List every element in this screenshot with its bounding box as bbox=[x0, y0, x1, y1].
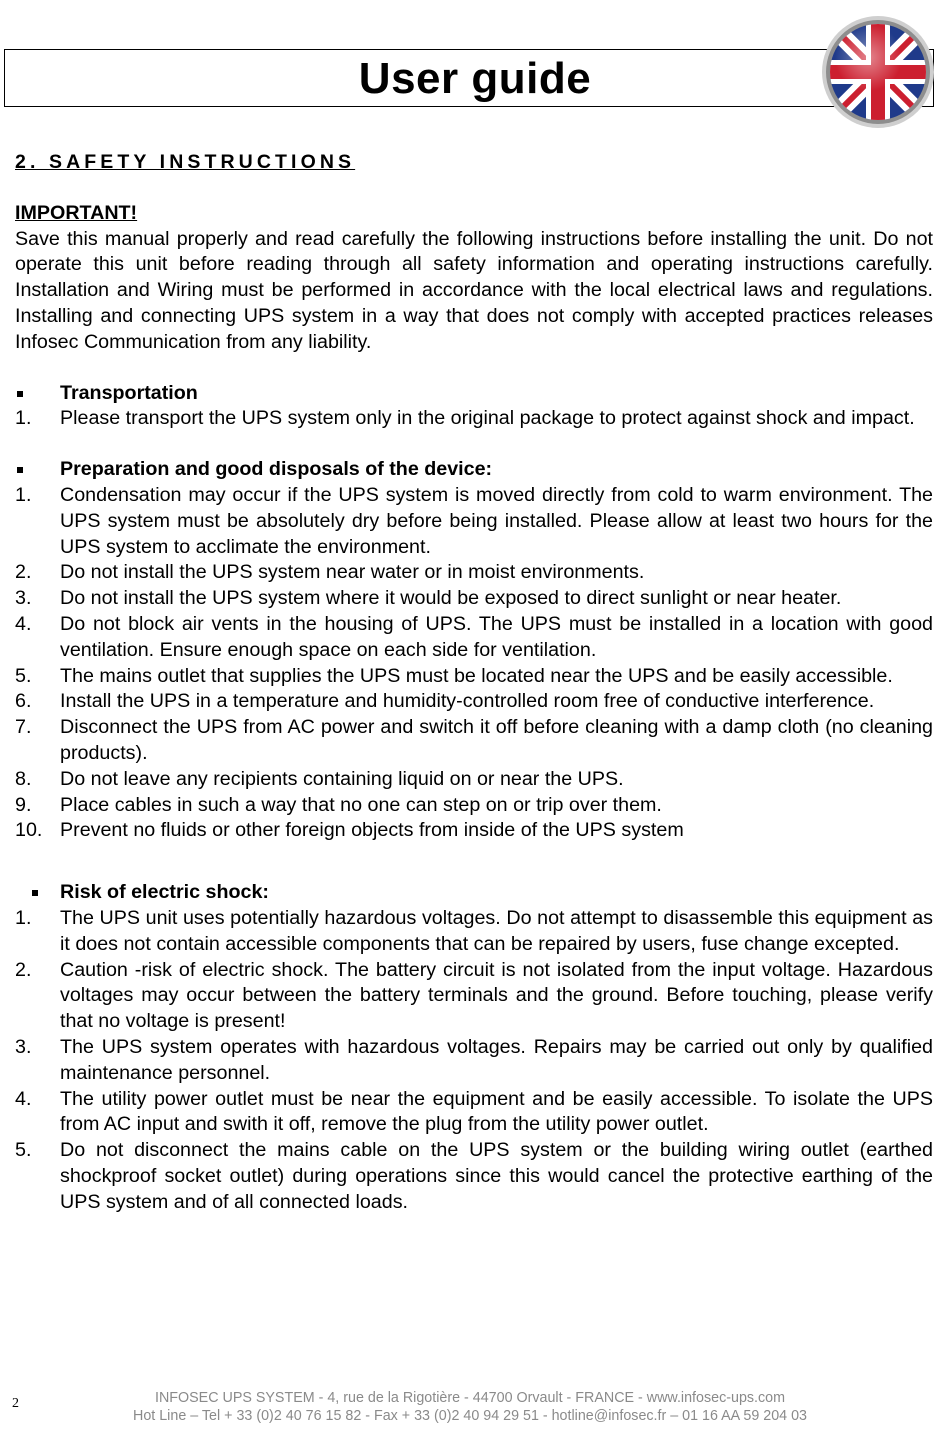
footer-address: INFOSEC UPS SYSTEM - 4, rue de la Rigotière - 44700 Orvault - FRANCE - www.infosec-ups.com bbox=[154, 1390, 786, 1406]
list-item: 7. Disconnect the UPS from AC power and switch it off before cleaning with a damp cloth (no cleaning products). bbox=[15, 716, 933, 764]
list-item: 1. Condensation may occur if the UPS system is moved directly from cold to warm environment. The UPS system must be absolutely dry before being installed. Please allow at least two hours for the UPS system to acclimate the environment. bbox=[15, 483, 933, 558]
intro-paragraph: Save this manual properly and read carefully the following instructions before installing the unit. Do not operate this unit before reading through all safety information and operating instructions carefully. Installation and Wiring must be performed in accordance with the local electrical laws and regulations. Installing and connecting UPS system in a way that does not comply with accepted practices releases Infosec Communication from any liability. bbox=[15, 227, 933, 353]
list-item: 10. Prevent no fluids or other foreign objects from inside of the UPS system bbox=[15, 819, 684, 842]
important-label: IMPORTANT! bbox=[15, 201, 138, 224]
list-item: 2. Do not install the UPS system near water or in moist environments. bbox=[15, 561, 645, 584]
shock-heading: Risk of electric shock: bbox=[15, 880, 933, 906]
content bbox=[15, 150, 933, 1215]
list-item: 1. Please transport the UPS system only in the original package to protect against shock and impact. bbox=[15, 407, 915, 430]
footer-contact: Hot Line – Tel + 33 (0)2 40 76 15 82 - Fax + 33 (0)2 40 94 29 51 - hotline@infosec.fr – 01 16 AA 59 204 03 bbox=[133, 1408, 807, 1424]
list-item: 9. Place cables in such a way that no one can step on or trip over them. bbox=[15, 793, 662, 816]
bullet-icon bbox=[15, 457, 60, 483]
list-item: 2. Caution -risk of electric shock. The battery circuit is not isolated from the input voltage. Hazardous voltages may occur between the battery terminals and the ground. Before touching, please verify that no voltage is present! bbox=[15, 958, 933, 1033]
section-title: 2. SAFETY INSTRUCTIONS bbox=[15, 151, 356, 173]
list-item: 3. The UPS system operates with hazardous voltages. Repairs may be carried out only by qualified maintenance personnel. bbox=[15, 1035, 933, 1084]
list-item: 1. The UPS unit uses potentially hazardous voltages. Do not attempt to disassemble this equipment as it does not contain accessible components that can be repaired by users, fuse change excepted. bbox=[15, 906, 933, 955]
uk-flag-icon bbox=[820, 14, 936, 130]
page-number: 2 bbox=[12, 1396, 19, 1411]
list-item: 5. Do not disconnect the mains cable on the UPS system or the building wiring outlet (earthed shockproof socket outlet) during operations since this would cancel the protective earthing of the UPS system and of all connected loads. bbox=[15, 1139, 933, 1213]
bullet-icon bbox=[15, 381, 60, 407]
page-title: User guide bbox=[358, 54, 592, 103]
bullet-icon bbox=[15, 880, 60, 906]
list-item: 8. Do not leave any recipients containing liquid on or near the UPS. bbox=[15, 767, 624, 790]
list-item: 5. The mains outlet that supplies the UPS must be located near the UPS and be easily accessible. bbox=[15, 664, 893, 687]
transportation-heading: Transportation bbox=[15, 381, 933, 407]
list-item: 4. The utility power outlet must be near the equipment and be easily accessible. To isolate the UPS from AC input and swith it off, remove the plug from the utility power outlet. bbox=[15, 1087, 933, 1136]
preparation-heading: Preparation and good disposals of the device: bbox=[15, 457, 933, 483]
list-item: 4. Do not block air vents in the housing of UPS. The UPS must be installed in a location with good ventilation. Ensure enough space on each side for ventilation. bbox=[15, 612, 933, 661]
list-item: 6. Install the UPS in a temperature and humidity-controlled room free of conductive interference. bbox=[15, 690, 875, 713]
list-item: 3. Do not install the UPS system where it would be exposed to direct sunlight or near heater. bbox=[15, 587, 842, 610]
